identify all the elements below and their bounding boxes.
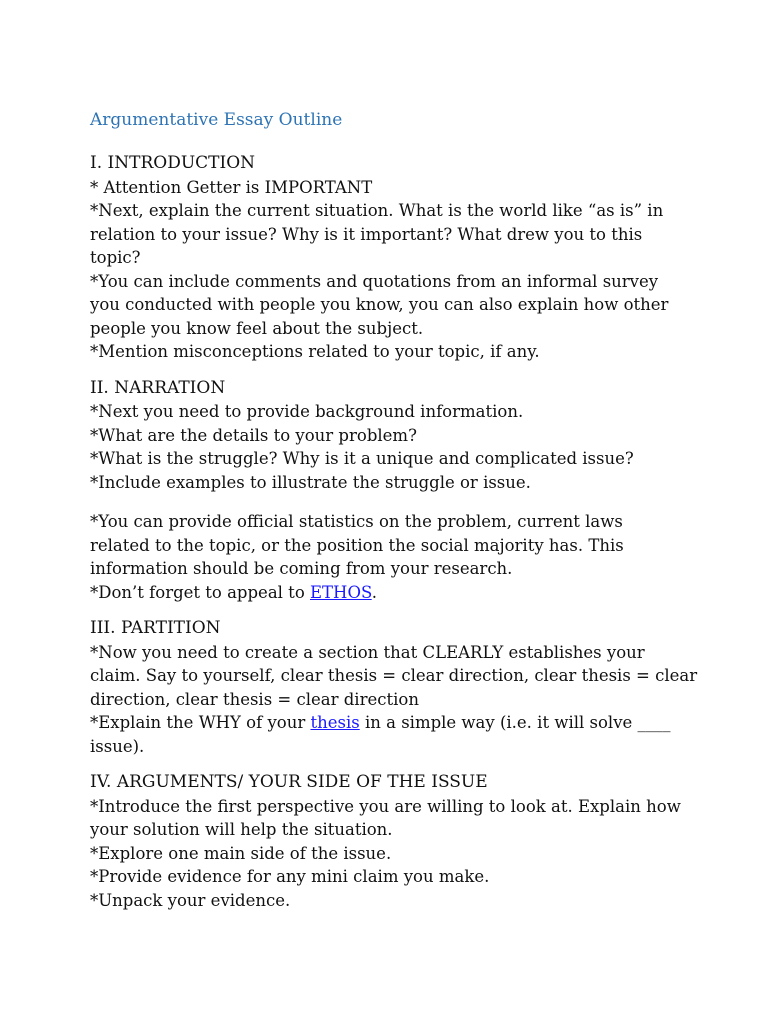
text-line: *Now you need to create a section that CLEARLY establishes your bbox=[90, 642, 645, 662]
text-line: *Next, explain the current situation. What is the world like “as is” in bbox=[90, 201, 664, 220]
thesis-prefix: *Explain the WHY of your bbox=[90, 713, 311, 732]
text-line: * Attention Getter is IMPORTANT bbox=[90, 177, 373, 197]
section-heading: IV. ARGUMENTS/ YOUR SIDE OF THE ISSUE bbox=[90, 772, 488, 792]
text-line: claim. Say to yourself, clear thesis = clear direction, clear thesis = clear bbox=[90, 666, 698, 685]
thesis-suffix: in a simple way (i.e. it will solve ____ bbox=[359, 713, 671, 732]
section-arguments bbox=[90, 771, 690, 912]
ethos-link[interactable]: ETHOS bbox=[310, 582, 372, 602]
text-line: *Unpack your evidence. bbox=[90, 890, 291, 910]
section-heading: I. INTRODUCTION bbox=[90, 153, 256, 173]
document-title: Argumentative Essay Outline bbox=[90, 110, 343, 130]
ethos-suffix: . bbox=[371, 582, 377, 602]
text-line: people you know feel about the subject. bbox=[90, 318, 424, 338]
section-heading: II. NARRATION bbox=[90, 377, 226, 398]
text-line: *You can include comments and quotations from an informal survey bbox=[90, 271, 659, 291]
ethos-line bbox=[90, 581, 690, 605]
text-line: *Mention misconceptions related to your topic, if any. bbox=[90, 342, 540, 361]
text-line: *Provide evidence for any mini claim you make. bbox=[90, 867, 490, 886]
text-line: relation to your issue? Why is it important? What drew you to this bbox=[90, 224, 643, 244]
section-heading: III. PARTITION bbox=[90, 618, 221, 638]
document-page bbox=[90, 108, 698, 925]
text-line: *You can provide official statistics on the problem, current laws bbox=[90, 512, 623, 531]
section-partition bbox=[90, 617, 698, 758]
text-line: *Next you need to provide background information. bbox=[90, 402, 524, 421]
section-introduction bbox=[90, 152, 690, 364]
ethos-prefix: *Don’t forget to appeal to bbox=[90, 582, 310, 602]
section-narration bbox=[90, 377, 690, 605]
text-line: *What are the details to your problem? bbox=[90, 425, 417, 445]
text-line: *Introduce the first perspective you are willing to look at. Explain how bbox=[90, 796, 681, 816]
paragraph-gap bbox=[90, 494, 690, 510]
thesis-line bbox=[90, 711, 690, 735]
text-line: *What is the struggle? Why is it a unique and complicated issue? bbox=[90, 449, 634, 468]
text-line: *Include examples to illustrate the struggle or issue. bbox=[90, 472, 531, 492]
text-line: you conducted with people you know, you can also explain how other bbox=[90, 295, 669, 314]
text-line: related to the topic, or the position the social majority has. This bbox=[90, 535, 624, 555]
text-line: issue). bbox=[90, 736, 145, 756]
thesis-link[interactable]: thesis bbox=[310, 713, 360, 732]
text-line: topic? bbox=[90, 248, 141, 267]
text-line: your solution will help the situation. bbox=[90, 820, 393, 839]
text-line: *Explore one main side of the issue. bbox=[90, 843, 392, 863]
text-line: information should be coming from your research. bbox=[90, 559, 513, 578]
text-line: direction, clear thesis = clear direction bbox=[90, 689, 419, 709]
